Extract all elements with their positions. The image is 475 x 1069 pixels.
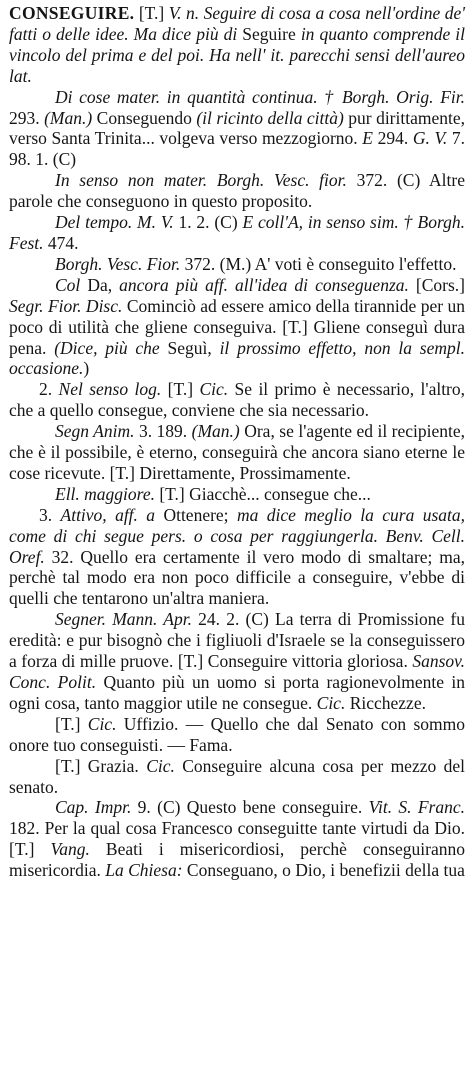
italic-text: Cic. [199, 379, 235, 400]
italic-text: G. V. [412, 128, 452, 149]
text-segment: ) [83, 358, 90, 379]
italic-text: Segr. Fior. Disc. [9, 295, 127, 316]
text-segment: [T.] [134, 3, 169, 23]
entry-paragraph [9, 505, 465, 610]
text-segment: Seguire [242, 23, 301, 44]
text-segment: 24. 2. (C) La terra di Promissione fu eredità: e pur bisognò che i figliuoli d'Israele se la conseguissero a forza di mille pruove. [T.] Conseguire vittoria gloriosa. [9, 609, 465, 672]
text-segment: 9. (C) Questo bene conseguire. [137, 797, 369, 818]
italic-text: La Chiesa: [105, 860, 187, 881]
italic-text: (il ricinto della città) [196, 107, 349, 128]
italic-text: Attivo, aff. a [60, 504, 164, 525]
italic-text: (Man.) [191, 421, 245, 442]
text-segment: Ricchezze. [349, 692, 426, 713]
text-segment: Se il primo è necessario, l'altro, che a quello consegue, conviene che sia necessario. [9, 379, 466, 421]
italic-text: Cic. [87, 713, 124, 734]
italic-text: E [362, 128, 378, 149]
text-segment: 372. (M.) A' voti è conseguito l'effetto. [184, 253, 457, 274]
entry-paragraph [9, 87, 465, 171]
text-segment: 182. Per la qual cosa Francesco conseguitte tante virtudi da Dio. [T.] [9, 818, 465, 860]
entry-paragraph [9, 379, 465, 421]
entry-paragraph [9, 484, 465, 505]
italic-text: Sansov. Conc. Polit. [9, 651, 465, 692]
text-segment: Conseguendo [96, 107, 197, 128]
italic-text: In senso non mater. Borgh. Vesc. fior. [55, 170, 357, 191]
italic-text: Del tempo. M. V. [55, 212, 179, 233]
italic-text: Borgh. Vesc. Fior. [55, 253, 185, 274]
text-segment: [T.] Giacchè... consegue che... [159, 483, 371, 504]
dictionary-entry-conseguire [9, 3, 465, 881]
text-segment: Seguì, [167, 337, 220, 358]
italic-text: Cap. Impr. [55, 797, 138, 818]
entry-paragraph [9, 756, 465, 798]
italic-text: Vit. S. Franc. [368, 797, 465, 818]
italic-text: (Dice, più che [54, 337, 168, 358]
text-segment: pur dirittamente, verso Santa Trinita... volgeva verso mezzogiorno. [9, 107, 465, 149]
text-segment: 372. (C) Altre parole che conseguono in questo proposito. [9, 170, 465, 212]
entry-paragraph [9, 212, 465, 254]
text-segment: Cominciò ad essere amico della tirannide per un poco di utilità che gliene conseguiva. [T.] Gliene conseguì dura pena. [9, 295, 465, 358]
entry-paragraph [9, 421, 465, 484]
italic-text: Segn Anim. [55, 421, 139, 442]
text-segment: 3. 189. [138, 421, 192, 442]
entry-paragraph [9, 797, 465, 881]
text-segment: Uffizio. — Quello che dal Senato con sommo onore tuo conseguisti. — Fama. [9, 713, 465, 755]
text-segment: 2. [39, 379, 59, 400]
text-segment: Beati i misericordiosi, perchè conseguiranno misericordia. [9, 839, 466, 881]
text-segment: 293. [9, 107, 45, 128]
text-segment: 474. [47, 232, 79, 253]
entry-paragraph [9, 3, 465, 87]
italic-text: Cic. [316, 692, 350, 713]
text-segment: Ottenere; [163, 504, 237, 525]
italic-text: Di cose mater. in quantità continua. † Borgh. Orig. Fir. [55, 86, 465, 107]
italic-text: Segner. Mann. Apr. [55, 609, 199, 630]
italic-text: ancora più aff. all'idea di conseguenza. [119, 274, 416, 295]
text-segment: [T.] [167, 379, 200, 400]
italic-text: V. n. Seguire di cosa a cosa nell'ordine de' fatti o delle idee. Ma dice più di [9, 3, 465, 44]
italic-text: ma dice meglio la cura usata, come di chi segue pers. o cosa per raggiungerla. Benv. Cell. Oref. [9, 504, 466, 567]
text-segment: 294. [377, 128, 413, 149]
italic-text: Ell. maggiore. [55, 483, 160, 504]
entry-headword: CONSEGUIRE. [9, 3, 135, 23]
italic-text: in quanto comprende il vincolo del prima e del poi. Ha nell' it. parecchi sensi dell'aureo lat. [9, 23, 465, 86]
text-segment: [Cors.] [415, 274, 466, 295]
italic-text: E coll'A, in senso sim. † Borgh. Fest. [9, 212, 466, 253]
italic-text: il prossimo effetto, non la sempl. occasione. [9, 337, 465, 379]
entry-paragraph [9, 254, 465, 275]
text-segment: Ora, se l'agente ed il recipiente, che è il possibile, è eterno, conseguirà che ancora siano eterne le cose ricevute. [T.] Direttamente, Prossimamente. [9, 421, 466, 483]
italic-text: Col [55, 274, 88, 295]
text-segment: 7. 98. 1. (C) [9, 128, 465, 170]
italic-text: Nel senso log. [58, 379, 168, 400]
text-segment: 1. 2. (C) [178, 212, 243, 233]
italic-text: Cic. [146, 755, 183, 776]
entry-paragraph [9, 609, 465, 714]
entry-paragraph [9, 170, 465, 212]
italic-text: Vang. [50, 839, 106, 860]
text-segment: Da, [87, 274, 120, 295]
italic-text: (Man.) [44, 107, 97, 128]
text-segment: Quanto più un uomo si porta ragionevolmente in ogni cosa, tanto maggior utile ne consegue. [9, 672, 466, 713]
text-segment: Conseguire alcuna cosa per mezzo del senato. [9, 755, 465, 797]
text-segment: [T.] Grazia. [55, 755, 147, 776]
text-segment: [T.] [55, 713, 88, 734]
entry-paragraph [9, 714, 465, 756]
text-segment: 3. [39, 504, 61, 525]
text-segment: 32. Quello era certamente il vero modo di smaltare; ma, perchè tal modo era non poco difficile a conseguire, v'ebbe di quelli che tentarono un'altra maniera. [9, 546, 465, 609]
entry-paragraph [9, 275, 465, 380]
text-segment: Conseguano, o Dio, i benefizii della tua [186, 860, 465, 881]
